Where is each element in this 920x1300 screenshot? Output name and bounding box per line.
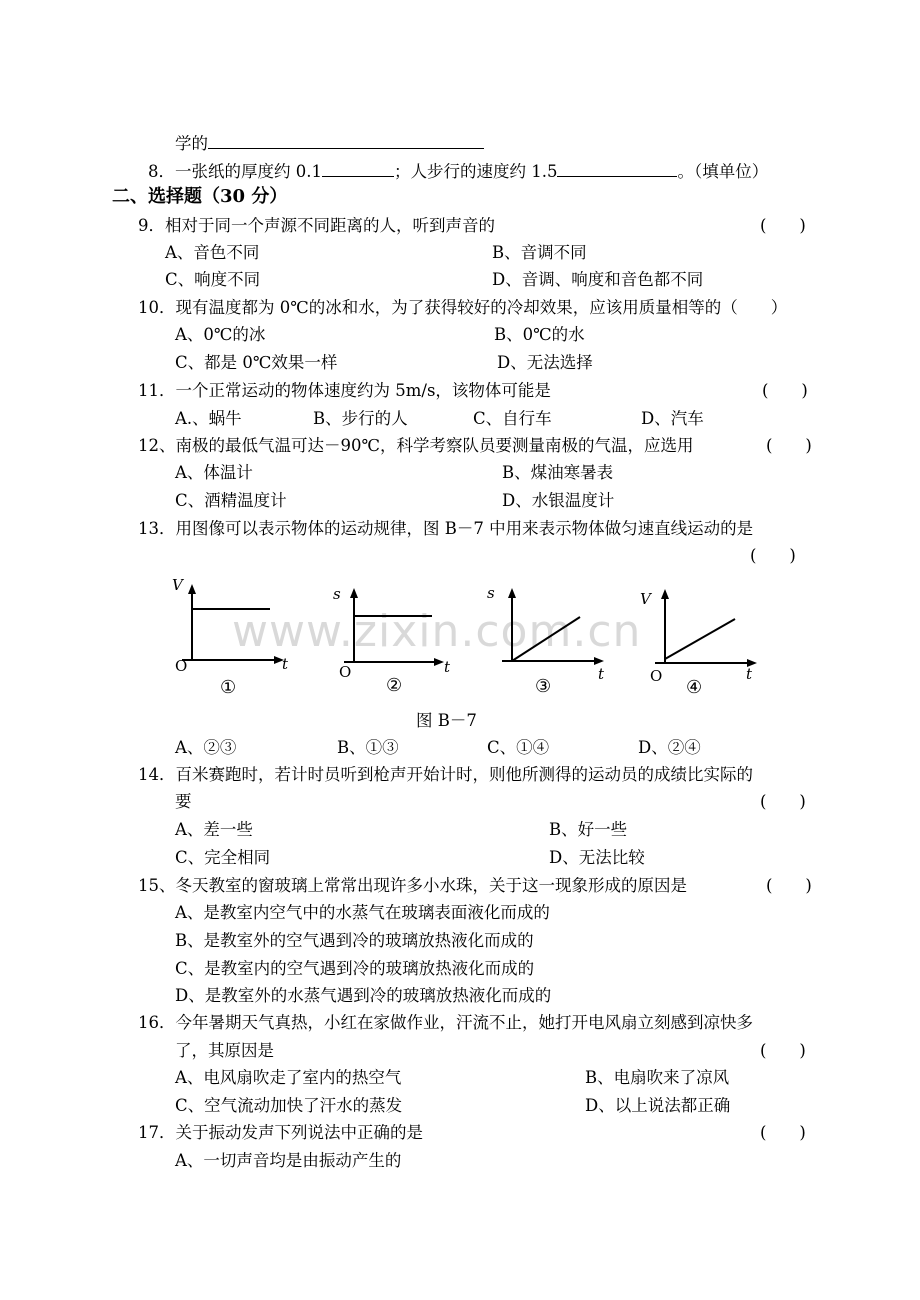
q15-option-d[interactable]: D、是教室外的水蒸气遇到冷的玻璃放热液化而成的 [175, 986, 552, 1005]
graph-3-y-label: s [487, 584, 495, 602]
q12-option-b[interactable]: B、煤油寒暑表 [502, 463, 614, 482]
graph-1 [170, 578, 290, 678]
q11-stem: 11．一个正常运动的物体速度约为 5m/s，该物体可能是 [138, 381, 551, 400]
q16-answer-paren[interactable]: ( ) [760, 1041, 806, 1060]
q8-blank-2[interactable] [557, 160, 677, 177]
q16-option-c[interactable]: C、空气流动加快了汗水的蒸发 [175, 1096, 403, 1115]
q7-answer-blank[interactable] [208, 132, 484, 149]
graph-2-origin: O [339, 663, 352, 681]
q8-post: 。（填单位） [677, 162, 769, 181]
q16-option-d[interactable]: D、以上说法都正确 [585, 1096, 731, 1115]
graph-2-y-label: s [333, 585, 341, 603]
q7-tail-text: 学的 [175, 134, 208, 153]
q16-stem: 16．今年暑期天气真热，小红在家做作业，汗流不止，她打开电风扇立刻感到凉快多 [138, 1013, 753, 1032]
q14-stem: 14．百米赛跑时，若计时员听到枪声开始计时，则他所测得的运动员的成绩比实际的 [138, 765, 753, 784]
q8-pre: 8．一张纸的厚度约 0.1 [148, 162, 322, 181]
graph-4-number: ④ [686, 677, 703, 698]
q11-answer-paren[interactable]: ( ) [762, 381, 808, 400]
graph-3 [490, 582, 610, 682]
q15-answer-paren[interactable]: ( ) [766, 876, 812, 895]
graph-2-x-label: t [444, 658, 451, 676]
section-2-title: 二、选择题（30 分） [112, 186, 288, 207]
q12-stem: 12、南极的最低气温可达－90℃，科学考察队员要测量南极的气温，应选用 [138, 436, 694, 455]
graph-3-number: ③ [535, 676, 552, 697]
q17-stem: 17．关于振动发声下列说法中正确的是 [138, 1123, 423, 1142]
q11-option-c[interactable]: C、自行车 [473, 409, 552, 428]
q8-mid: ；人步行的速度约 1.5 [393, 162, 558, 181]
q10-stem: 10．现有温度都为 0℃的冰和水，为了获得较好的冷却效果，应该用质量相等的（ ） [138, 298, 788, 317]
q12-option-c[interactable]: C、酒精温度计 [175, 491, 287, 510]
q16-stem-cont: 了，其原因是 [175, 1041, 274, 1060]
graph-2-number: ② [386, 675, 403, 696]
q8 [148, 160, 768, 183]
q12-option-d[interactable]: D、水银温度计 [502, 491, 615, 510]
graph-1-y-label: V [172, 576, 183, 594]
q9-option-b[interactable]: B、音调不同 [492, 243, 587, 262]
q10-option-c[interactable]: C、都是 0℃效果一样 [175, 353, 338, 372]
q13-option-b[interactable]: B、①③ [337, 738, 399, 757]
q9-stem: 9．相对于同一个声源不同距离的人，听到声音的 [138, 216, 495, 235]
q15-stem: 15、冬天教室的窗玻璃上常常出现许多小水珠，关于这一现象形成的原因是 [138, 876, 687, 895]
q9-option-a[interactable]: A、音色不同 [165, 243, 260, 262]
graph-1-x-label: t [282, 655, 289, 673]
q14-option-b[interactable]: B、好一些 [549, 820, 628, 839]
q16-option-a[interactable]: A、电风扇吹走了室内的热空气 [175, 1068, 402, 1087]
q15-option-c[interactable]: C、是教室内的空气遇到冷的玻璃放热液化而成的 [175, 959, 535, 978]
q8-blank-1[interactable] [322, 160, 394, 177]
q12-answer-paren[interactable]: ( ) [766, 436, 812, 455]
q14-option-c[interactable]: C、完全相同 [175, 848, 271, 867]
q11-option-a[interactable]: A.、蜗牛 [175, 409, 242, 428]
q15-option-a[interactable]: A、是教室内空气中的水蒸气在玻璃表面液化而成的 [175, 903, 550, 922]
graph-4-y-label: V [640, 590, 651, 608]
q14-option-d[interactable]: D、无法比较 [549, 848, 645, 867]
graph-3-x-label: t [598, 665, 605, 683]
q13-option-a[interactable]: A、②③ [175, 738, 237, 757]
q14-stem-cont: 要 [175, 792, 192, 811]
q11-option-d[interactable]: D、汽车 [641, 409, 704, 428]
graph-1-number: ① [220, 677, 237, 698]
watermark: www.zixin.com.cn [232, 606, 642, 657]
q14-option-a[interactable]: A、差一些 [175, 820, 253, 839]
q17-option-a[interactable]: A、一切声音均是由振动产生的 [175, 1151, 402, 1170]
q13-answer-paren[interactable]: ( ) [750, 546, 796, 565]
q9-answer-paren[interactable]: ( ) [760, 216, 806, 235]
q14-answer-paren[interactable]: ( ) [760, 792, 806, 811]
q11-option-b[interactable]: B、步行的人 [313, 409, 408, 428]
q17-answer-paren[interactable]: ( ) [760, 1123, 806, 1142]
q13-option-d[interactable]: D、②④ [638, 738, 701, 757]
q13-figure-caption: 图 B－7 [416, 711, 477, 730]
q15-option-b[interactable]: B、是教室外的空气遇到冷的玻璃放热液化而成的 [175, 931, 534, 950]
graph-4-origin: O [650, 667, 663, 685]
q13-option-c[interactable]: C、①④ [487, 738, 550, 757]
q13-stem: 13．用图像可以表示物体的运动规律，图 B－7 中用来表示物体做匀速直线运动的是 [138, 519, 754, 538]
q12-option-a[interactable]: A、体温计 [175, 463, 253, 482]
q16-option-b[interactable]: B、电扇吹来了凉风 [585, 1068, 730, 1087]
graph-4-x-label: t [746, 665, 753, 683]
q10-option-b[interactable]: B、0℃的水 [494, 325, 585, 344]
graph-1-origin: O [175, 657, 188, 675]
q10-option-a[interactable]: A、0℃的冰 [175, 325, 266, 344]
q9-option-d[interactable]: D、音调、响度和音色都不同 [492, 270, 704, 289]
q10-option-d[interactable]: D、无法选择 [497, 353, 593, 372]
q7-tail [175, 132, 484, 155]
q9-option-c[interactable]: C、响度不同 [165, 270, 261, 289]
